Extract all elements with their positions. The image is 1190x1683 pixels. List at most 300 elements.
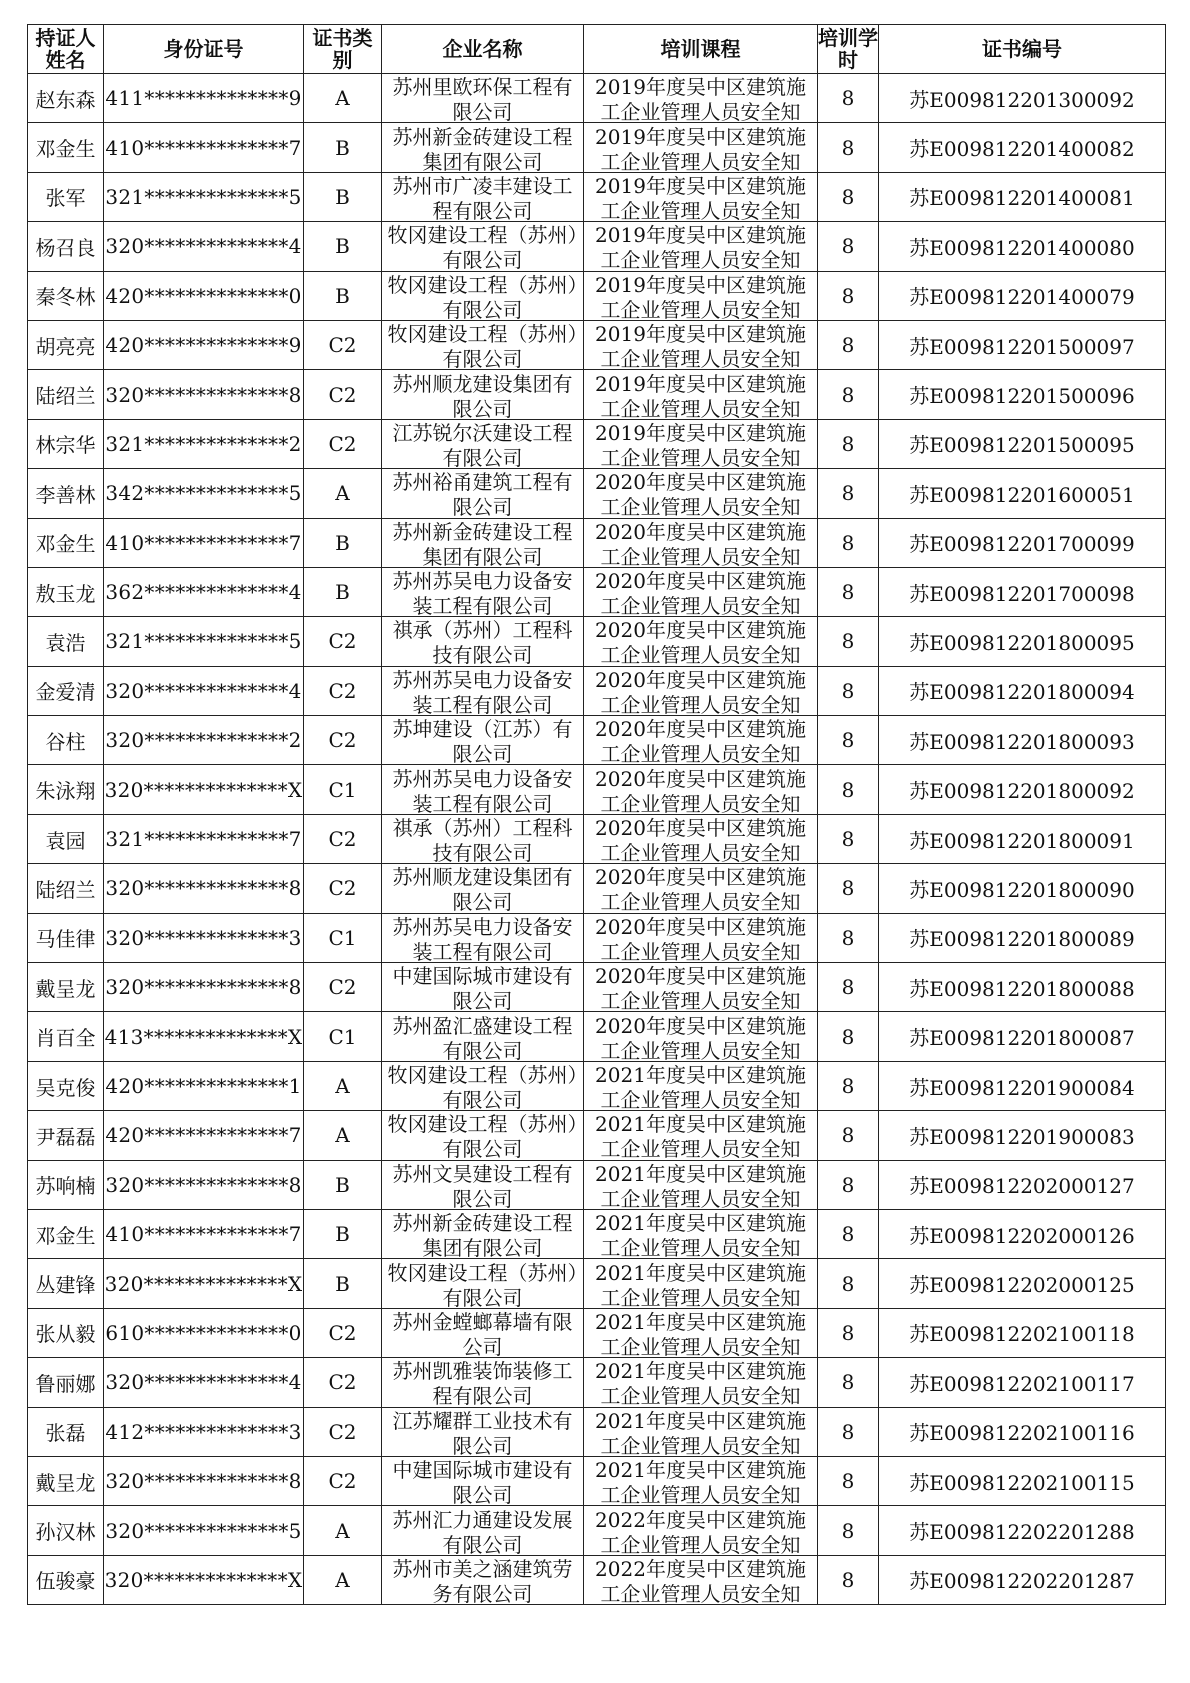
cell-company-text: 江苏耀群工业技术有限公司 — [392, 1408, 573, 1455]
cell-hours: 8 — [818, 172, 879, 221]
cell-name: 吴克俊 — [28, 1061, 104, 1110]
cell-id: 320**************X — [104, 765, 304, 814]
cell-company-text: 牧冈建设工程（苏州）有限公司 — [387, 1260, 578, 1307]
cell-id: 411**************9 — [104, 74, 304, 123]
cell-name: 谷柱 — [28, 716, 104, 765]
header-company: 企业名称 — [382, 25, 584, 74]
cell-company-text: 苏州文昊建设工程有限公司 — [392, 1161, 573, 1208]
cell-cert: 苏E009812202201287 — [879, 1555, 1166, 1604]
cell-company-text: 苏州苏吴电力设备安装工程有限公司 — [392, 667, 573, 714]
cell-name: 张磊 — [28, 1407, 104, 1456]
cell-id: 342**************5 — [104, 469, 304, 518]
table-row — [28, 1259, 1166, 1308]
cell-course-text: 2021年度吴中区建筑施工企业管理人员安全知 — [595, 1161, 806, 1208]
cell-hours: 8 — [818, 1259, 879, 1308]
cell-company — [382, 1407, 584, 1456]
cell-hours: 8 — [818, 617, 879, 666]
cell-course — [584, 370, 818, 419]
cell-name: 伍骏豪 — [28, 1555, 104, 1604]
cell-company-text: 江苏锐尔沃建设工程有限公司 — [392, 420, 573, 467]
header-name: 持证人姓名 — [28, 25, 104, 74]
cell-course-text: 2019年度吴中区建筑施工企业管理人员安全知 — [595, 371, 806, 418]
cell-company — [382, 1506, 584, 1555]
cell-name: 孙汉林 — [28, 1506, 104, 1555]
cell-cert: 苏E009812202201288 — [879, 1506, 1166, 1555]
cell-hours: 8 — [818, 864, 879, 913]
cell-company — [382, 814, 584, 863]
table-row — [28, 1358, 1166, 1407]
header-id: 身份证号 — [104, 25, 304, 74]
table-row — [28, 74, 1166, 123]
cell-id: 362**************4 — [104, 567, 304, 616]
cell-id: 410**************7 — [104, 123, 304, 172]
cell-course-text: 2022年度吴中区建筑施工企业管理人员安全知 — [595, 1556, 806, 1603]
cell-course — [584, 1061, 818, 1110]
cell-cert: 苏E009812201800095 — [879, 617, 1166, 666]
cell-company-text: 苏州苏吴电力设备安装工程有限公司 — [392, 766, 573, 813]
table-row — [28, 1012, 1166, 1061]
table-row — [28, 913, 1166, 962]
cell-id: 320**************8 — [104, 864, 304, 913]
cell-id: 320**************8 — [104, 963, 304, 1012]
cell-hours: 8 — [818, 1061, 879, 1110]
cell-id: 320**************4 — [104, 222, 304, 271]
cell-cert: 苏E009812201800089 — [879, 913, 1166, 962]
cell-company — [382, 617, 584, 666]
cell-course-text: 2021年度吴中区建筑施工企业管理人员安全知 — [595, 1309, 806, 1356]
cell-type: B — [304, 123, 382, 172]
cell-hours: 8 — [818, 1456, 879, 1505]
cell-course-text: 2020年度吴中区建筑施工企业管理人员安全知 — [595, 766, 806, 813]
cell-hours: 8 — [818, 1555, 879, 1604]
cell-cert: 苏E009812202100117 — [879, 1358, 1166, 1407]
cell-company — [382, 172, 584, 221]
cell-course — [584, 222, 818, 271]
cell-company-text: 苏坤建设（江苏）有限公司 — [392, 717, 573, 764]
cell-course-text: 2020年度吴中区建筑施工企业管理人员安全知 — [595, 865, 806, 912]
cell-type: C2 — [304, 1308, 382, 1357]
cell-hours: 8 — [818, 222, 879, 271]
cell-hours: 8 — [818, 320, 879, 369]
cell-cert: 苏E009812201500097 — [879, 320, 1166, 369]
cell-company — [382, 864, 584, 913]
cell-cert: 苏E009812202100116 — [879, 1407, 1166, 1456]
cell-cert: 苏E009812201300092 — [879, 74, 1166, 123]
table-row — [28, 716, 1166, 765]
cell-type: A — [304, 1111, 382, 1160]
cell-name: 苏响楠 — [28, 1160, 104, 1209]
cell-name: 马佳律 — [28, 913, 104, 962]
cell-company-text: 牧冈建设工程（苏州）有限公司 — [387, 223, 578, 270]
cell-id: 320**************8 — [104, 1160, 304, 1209]
cell-hours: 8 — [818, 963, 879, 1012]
cell-course-text: 2020年度吴中区建筑施工企业管理人员安全知 — [595, 964, 806, 1011]
cell-course-text: 2021年度吴中区建筑施工企业管理人员安全知 — [595, 1063, 806, 1109]
cell-company — [382, 765, 584, 814]
cell-id: 320**************4 — [104, 666, 304, 715]
cell-id: 420**************1 — [104, 1061, 304, 1110]
cell-company-text: 苏州新金砖建设工程集团有限公司 — [392, 519, 573, 566]
cell-company-text: 苏州苏吴电力设备安装工程有限公司 — [392, 569, 573, 616]
cell-hours: 8 — [818, 74, 879, 123]
cell-company — [382, 1358, 584, 1407]
cell-name: 戴呈龙 — [28, 1456, 104, 1505]
cell-course — [584, 1160, 818, 1209]
cell-course-text: 2021年度吴中区建筑施工企业管理人员安全知 — [595, 1211, 806, 1258]
table-row — [28, 1209, 1166, 1258]
cell-company — [382, 1012, 584, 1061]
cell-cert: 苏E009812201800087 — [879, 1012, 1166, 1061]
table-row — [28, 123, 1166, 172]
header-cert: 证书编号 — [879, 25, 1166, 74]
cell-type: B — [304, 1209, 382, 1258]
cell-cert: 苏E009812201800091 — [879, 814, 1166, 863]
cell-type: C2 — [304, 1407, 382, 1456]
cell-type: C1 — [304, 1012, 382, 1061]
cell-company — [382, 74, 584, 123]
cell-hours: 8 — [818, 1407, 879, 1456]
table-row — [28, 1061, 1166, 1110]
cell-company-text: 苏州新金砖建设工程集团有限公司 — [392, 1211, 573, 1258]
cell-course-text: 2019年度吴中区建筑施工企业管理人员安全知 — [595, 322, 806, 369]
cell-company — [382, 1308, 584, 1357]
cell-course-text: 2021年度吴中区建筑施工企业管理人员安全知 — [595, 1408, 806, 1455]
cell-name: 金爱清 — [28, 666, 104, 715]
cell-course — [584, 271, 818, 320]
cell-hours: 8 — [818, 1012, 879, 1061]
table-row — [28, 963, 1166, 1012]
cell-course-text: 2019年度吴中区建筑施工企业管理人员安全知 — [595, 223, 806, 270]
cell-hours: 8 — [818, 271, 879, 320]
table-row — [28, 518, 1166, 567]
cell-id: 320**************5 — [104, 1506, 304, 1555]
cell-hours: 8 — [818, 814, 879, 863]
table-row — [28, 271, 1166, 320]
cell-company-text: 祺承（苏州）工程科技有限公司 — [392, 618, 573, 665]
cell-course — [584, 469, 818, 518]
cell-type: A — [304, 1506, 382, 1555]
cell-name: 陆绍兰 — [28, 370, 104, 419]
cell-company — [382, 567, 584, 616]
cell-course-text: 2020年度吴中区建筑施工企业管理人员安全知 — [595, 914, 806, 961]
cell-name: 朱泳翔 — [28, 765, 104, 814]
cell-id: 321**************5 — [104, 172, 304, 221]
cell-cert: 苏E009812202000125 — [879, 1259, 1166, 1308]
table-row — [28, 320, 1166, 369]
cell-course — [584, 1012, 818, 1061]
cell-course — [584, 1407, 818, 1456]
cell-type: C2 — [304, 320, 382, 369]
table-row — [28, 1555, 1166, 1604]
cell-cert: 苏E009812201400079 — [879, 271, 1166, 320]
cell-company-text: 苏州顺龙建设集团有限公司 — [392, 865, 573, 912]
cell-name: 杨召良 — [28, 222, 104, 271]
cell-cert: 苏E009812201400082 — [879, 123, 1166, 172]
cell-company-text: 牧冈建设工程（苏州）有限公司 — [387, 1112, 578, 1159]
cell-course-text: 2019年度吴中区建筑施工企业管理人员安全知 — [595, 272, 806, 319]
cell-name: 袁浩 — [28, 617, 104, 666]
cell-id: 320**************8 — [104, 370, 304, 419]
cell-name: 邓金生 — [28, 1209, 104, 1258]
cell-hours: 8 — [818, 1111, 879, 1160]
certificate-table — [27, 24, 1166, 1605]
cell-company-text: 牧冈建设工程（苏州）有限公司 — [387, 322, 578, 369]
cell-name: 胡亮亮 — [28, 320, 104, 369]
cell-type: C2 — [304, 419, 382, 468]
cell-course — [584, 1111, 818, 1160]
header-course: 培训课程 — [584, 25, 818, 74]
cell-course — [584, 716, 818, 765]
table-body — [28, 74, 1166, 1605]
cell-type: B — [304, 1259, 382, 1308]
cell-type: C1 — [304, 765, 382, 814]
cell-course — [584, 864, 818, 913]
cell-course — [584, 1308, 818, 1357]
cell-name: 肖百全 — [28, 1012, 104, 1061]
cell-course — [584, 1456, 818, 1505]
cell-company-text: 苏州新金砖建设工程集团有限公司 — [392, 124, 573, 171]
cell-type: B — [304, 518, 382, 567]
cell-course — [584, 1259, 818, 1308]
header-hours: 培训学时 — [818, 26, 878, 72]
cell-hours: 8 — [818, 1209, 879, 1258]
cell-course-text: 2020年度吴中区建筑施工企业管理人员安全知 — [595, 519, 806, 566]
cell-company-text: 苏州盈汇盛建设工程有限公司 — [392, 1013, 573, 1060]
cell-company-text: 苏州市广凌丰建设工程有限公司 — [392, 173, 573, 220]
cell-course — [584, 1209, 818, 1258]
cell-type: B — [304, 271, 382, 320]
cell-cert: 苏E009812201800090 — [879, 864, 1166, 913]
cell-company — [382, 1555, 584, 1604]
header-type: 证书类别 — [304, 25, 382, 74]
cell-company — [382, 419, 584, 468]
cell-course — [584, 765, 818, 814]
cell-name: 邓金生 — [28, 123, 104, 172]
table-row — [28, 1506, 1166, 1555]
cell-cert: 苏E009812201900084 — [879, 1061, 1166, 1110]
cell-type: A — [304, 74, 382, 123]
table-row — [28, 567, 1166, 616]
cell-company — [382, 518, 584, 567]
cell-id: 610**************0 — [104, 1308, 304, 1357]
cell-course — [584, 567, 818, 616]
cell-cert: 苏E009812201800092 — [879, 765, 1166, 814]
cell-course — [584, 172, 818, 221]
cell-id: 410**************7 — [104, 1209, 304, 1258]
cell-hours: 8 — [818, 419, 879, 468]
cell-hours: 8 — [818, 123, 879, 172]
cell-id: 321**************2 — [104, 419, 304, 468]
cell-course — [584, 666, 818, 715]
header-row — [28, 25, 1166, 74]
cell-course — [584, 913, 818, 962]
cell-course-text: 2019年度吴中区建筑施工企业管理人员安全知 — [595, 75, 806, 122]
cell-company — [382, 1209, 584, 1258]
cell-type: C2 — [304, 716, 382, 765]
cell-type: C1 — [304, 913, 382, 962]
cell-type: C2 — [304, 370, 382, 419]
cell-name: 张军 — [28, 172, 104, 221]
cell-course-text: 2020年度吴中区建筑施工企业管理人员安全知 — [595, 569, 806, 616]
cell-company-text: 祺承（苏州）工程科技有限公司 — [392, 816, 573, 863]
cell-company-text: 苏州裕甬建筑工程有限公司 — [392, 470, 573, 517]
cell-cert: 苏E009812201500095 — [879, 419, 1166, 468]
table-row — [28, 617, 1166, 666]
cell-name: 丛建锋 — [28, 1259, 104, 1308]
cell-hours: 8 — [818, 370, 879, 419]
cell-hours: 8 — [818, 913, 879, 962]
table-row — [28, 370, 1166, 419]
cell-company — [382, 1061, 584, 1110]
cell-course-text: 2020年度吴中区建筑施工企业管理人员安全知 — [595, 470, 806, 517]
cell-company — [382, 1259, 584, 1308]
cell-id: 320**************X — [104, 1259, 304, 1308]
cell-course-text: 2019年度吴中区建筑施工企业管理人员安全知 — [595, 124, 806, 171]
cell-company — [382, 271, 584, 320]
cell-cert: 苏E009812202000127 — [879, 1160, 1166, 1209]
cell-cert: 苏E009812201600051 — [879, 469, 1166, 518]
cell-id: 320**************X — [104, 1555, 304, 1604]
cell-course — [584, 320, 818, 369]
cell-cert: 苏E009812201800088 — [879, 963, 1166, 1012]
cell-type: C2 — [304, 1358, 382, 1407]
cell-course-text: 2021年度吴中区建筑施工企业管理人员安全知 — [595, 1458, 806, 1505]
cell-type: B — [304, 567, 382, 616]
cell-name: 林宗华 — [28, 419, 104, 468]
cell-cert: 苏E009812201400081 — [879, 172, 1166, 221]
cell-id: 320**************3 — [104, 913, 304, 962]
table-row — [28, 1160, 1166, 1209]
cell-name: 鲁丽娜 — [28, 1358, 104, 1407]
cell-cert: 苏E009812202000126 — [879, 1209, 1166, 1258]
cell-name: 袁园 — [28, 814, 104, 863]
cell-course-text: 2021年度吴中区建筑施工企业管理人员安全知 — [595, 1112, 806, 1159]
cell-course-text: 2019年度吴中区建筑施工企业管理人员安全知 — [595, 420, 806, 467]
cell-name: 敖玉龙 — [28, 567, 104, 616]
cell-hours: 8 — [818, 1160, 879, 1209]
cell-id: 420**************9 — [104, 320, 304, 369]
cell-cert: 苏E009812202100118 — [879, 1308, 1166, 1357]
cell-hours: 8 — [818, 666, 879, 715]
table-row — [28, 1111, 1166, 1160]
cell-course — [584, 1555, 818, 1604]
cell-course — [584, 74, 818, 123]
cell-name: 戴呈龙 — [28, 963, 104, 1012]
cell-id: 320**************8 — [104, 1456, 304, 1505]
cell-course-text: 2021年度吴中区建筑施工企业管理人员安全知 — [595, 1260, 806, 1307]
cell-id: 320**************2 — [104, 716, 304, 765]
cell-type: B — [304, 1160, 382, 1209]
cell-id: 420**************7 — [104, 1111, 304, 1160]
cell-type: A — [304, 1555, 382, 1604]
cell-company — [382, 222, 584, 271]
table-row — [28, 469, 1166, 518]
cell-company-text: 苏州市美之涵建筑劳务有限公司 — [392, 1556, 573, 1603]
cell-course-text: 2019年度吴中区建筑施工企业管理人员安全知 — [595, 173, 806, 220]
cell-hours: 8 — [818, 567, 879, 616]
cell-type: C2 — [304, 963, 382, 1012]
cell-company — [382, 320, 584, 369]
cell-type: C2 — [304, 617, 382, 666]
cell-type: C2 — [304, 814, 382, 863]
cell-company — [382, 123, 584, 172]
cell-cert: 苏E009812201800094 — [879, 666, 1166, 715]
cell-company-text: 中建国际城市建设有限公司 — [392, 1458, 573, 1505]
cell-cert: 苏E009812201900083 — [879, 1111, 1166, 1160]
cell-course — [584, 419, 818, 468]
cell-hours: 8 — [818, 469, 879, 518]
cell-company — [382, 370, 584, 419]
cell-course — [584, 1506, 818, 1555]
cell-name: 秦冬林 — [28, 271, 104, 320]
cell-name: 尹磊磊 — [28, 1111, 104, 1160]
table-row — [28, 419, 1166, 468]
table-row — [28, 222, 1166, 271]
cell-id: 410**************7 — [104, 518, 304, 567]
cell-course-text: 2020年度吴中区建筑施工企业管理人员安全知 — [595, 667, 806, 714]
cell-name: 张从毅 — [28, 1308, 104, 1357]
cell-id: 420**************0 — [104, 271, 304, 320]
cell-name: 李善林 — [28, 469, 104, 518]
table-row — [28, 1407, 1166, 1456]
cell-id: 320**************4 — [104, 1358, 304, 1407]
cell-cert: 苏E009812201700099 — [879, 518, 1166, 567]
table-row — [28, 1456, 1166, 1505]
cell-hours: 8 — [818, 765, 879, 814]
cell-course-text: 2020年度吴中区建筑施工企业管理人员安全知 — [595, 1013, 806, 1060]
cell-type: C2 — [304, 864, 382, 913]
cell-course-text: 2020年度吴中区建筑施工企业管理人员安全知 — [595, 717, 806, 764]
cell-id: 321**************7 — [104, 814, 304, 863]
cell-company-text: 苏州汇力通建设发展有限公司 — [392, 1507, 573, 1554]
cell-company-text: 牧冈建设工程（苏州）有限公司 — [387, 272, 578, 319]
table-row — [28, 172, 1166, 221]
cell-cert: 苏E009812202100115 — [879, 1456, 1166, 1505]
table-header — [28, 25, 1166, 74]
cell-type: A — [304, 469, 382, 518]
cell-id: 413**************X — [104, 1012, 304, 1061]
table-row — [28, 765, 1166, 814]
cell-hours: 8 — [818, 1506, 879, 1555]
cell-type: A — [304, 1061, 382, 1110]
cell-course — [584, 1358, 818, 1407]
cell-course — [584, 617, 818, 666]
cell-name: 陆绍兰 — [28, 864, 104, 913]
cell-company-text: 苏州金螳螂幕墙有限公司 — [392, 1309, 573, 1356]
cell-id: 412**************3 — [104, 1407, 304, 1456]
cell-course-text: 2020年度吴中区建筑施工企业管理人员安全知 — [595, 816, 806, 863]
cell-cert: 苏E009812201400080 — [879, 222, 1166, 271]
cell-type: C2 — [304, 666, 382, 715]
cell-course-text: 2021年度吴中区建筑施工企业管理人员安全知 — [595, 1359, 806, 1406]
cell-company — [382, 913, 584, 962]
cell-company-text: 苏州里欧环保工程有限公司 — [392, 75, 573, 122]
cell-course — [584, 814, 818, 863]
table-row — [28, 666, 1166, 715]
table-row — [28, 1308, 1166, 1357]
cell-type: C2 — [304, 1456, 382, 1505]
cell-company-text: 牧冈建设工程（苏州）有限公司 — [387, 1063, 578, 1109]
cell-company — [382, 963, 584, 1012]
cell-cert: 苏E009812201500096 — [879, 370, 1166, 419]
cell-name: 赵东森 — [28, 74, 104, 123]
cell-hours: 8 — [818, 518, 879, 567]
cell-company — [382, 666, 584, 715]
cell-course-text: 2022年度吴中区建筑施工企业管理人员安全知 — [595, 1507, 806, 1554]
cell-company-text: 苏州苏吴电力设备安装工程有限公司 — [392, 914, 573, 961]
cell-hours: 8 — [818, 1358, 879, 1407]
cell-company — [382, 716, 584, 765]
